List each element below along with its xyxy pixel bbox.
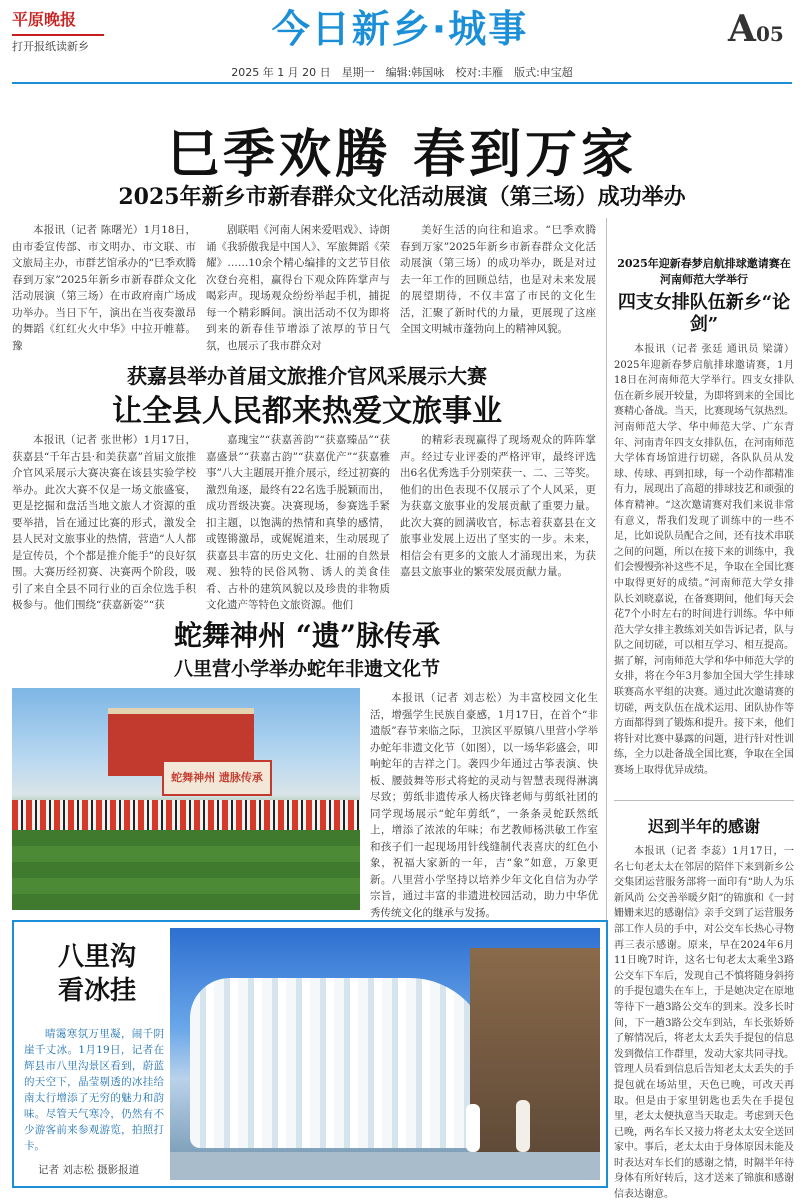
ice-caption-text: 晴霭寒氛万里凝，闹千阴崖千丈冰。1月19日，记者在辉县市八里沟景区看到，蔚蓝的天空下，晶莹剔透的冰挂给南太行增添了无穷的魅力和韵味。尽管天气寒冷，仍然有不少游客前来参观游览，拍照打卡。 <box>24 1028 164 1152</box>
snake-headline: 蛇舞神州 “遗”脉传承 <box>174 619 440 652</box>
tourism-column-1-text: 本报讯（记者 张世彬）1月17日，获嘉县“千年古县·和美获嘉”首届文旅推介官风采展示大赛决赛在该县实验学校举办。此次大赛不仅是一场文旅盛宴，更是挖掘和盘活当地文旅人才资源的重要举措，旨在通过比赛的形式，激发全县人民对文旅事业的热情，营造“人人都是宣传员，个个都是推介能手”的良好氛围。大赛历经初赛、决赛两个阶段，吸引了来自全县不同行业的百余位选手积极参与。他们围绕“获嘉新姿”“获 <box>12 434 196 611</box>
building-roofline <box>108 708 254 714</box>
tourism-column-2-text: 嘉瑰宝”“获嘉善韵”“获嘉臻品”“获嘉盛景”“获嘉古韵”“获嘉优产”“获嘉雅事”八大主题展开推介展示，经过初赛的激烈角逐，最终有22名选手脱颖而出，成功晋级决赛。决赛现场，参赛选手紧扣主题，以饱满的热情和真挚的感情，或铿锵激昂，或娓娓道来，生动展现了获嘉县丰富的历史文化、壮丽的自然景观、独特的民俗风物、诱人的美食佳肴、古朴的建筑风貌以及珍贵的非物质文化遗产等特色文旅资源。他们 <box>206 434 390 611</box>
volleyball-article <box>614 342 794 792</box>
tourism-column-2 <box>206 432 390 611</box>
snake-festival-photo <box>12 688 360 910</box>
dateline: 2025 年 1 月 20 日 星期一 编辑:韩国咏 校对:丰雁 版式:申宝超 <box>231 66 573 79</box>
volleyball-article-text: 本报讯（记者 张廷 通讯员 梁潇）2025年迎新春梦启航排球邀请赛，1月18日在河南师范大学举行。四支女排队伍在新乡展开较量，为即将到来的全国比赛精心备战。当天，比赛现场气氛热烈。河南师范大学、华中师范大学、广东青年、河南青年四支女排队伍，在河南师范大学体育场馆进行切磋，各队队员从发球、传球、再到扣球，每一个动作都精准有力，展现出了高超的排球技艺和顽强的体育精神。“这次邀请赛对我们来说非常有意义，帮我们发现了训练中的一些不足，比如说队员配合之间，还有技术串联之间的问题，所以在接下来的训练中，我们会慢慢弥补这些不足，争取在全国比赛中取得更好的成绩。”河南师范大学女排队长刘晓嘉说，在备赛期间，他们每天会花7个小时左右的时间进行训练。华中师范大学女排主教练刘关如告诉记者，队与队之间切磋，可以相互学习、相互提高。据了解，河南师范大学和华中师范大学的女排，将在今年3月参加全国大学生排球联赛高水平组的决赛。通过此次邀请赛的切磋，两支队伍在战术运用、团队协作等方面都得到了锻炼和提升。接下来，他们将针对比赛中暴露的问题，进行针对性训练，全力以赴备战全国比赛，争取在全国赛场上取得优异成绩。 <box>614 344 794 777</box>
lead-column-2 <box>206 222 390 352</box>
frozen-ground <box>170 1152 600 1180</box>
ice-title-line-1: 八里沟 <box>57 942 136 972</box>
masthead <box>0 0 804 64</box>
page-letter: A <box>728 8 756 50</box>
page-digits: 05 <box>755 22 784 46</box>
ice-title-line-2: 看冰挂 <box>57 976 136 1006</box>
tourism-headline: 让全县人民都来热爱文旅事业 <box>112 394 502 429</box>
tourism-column-3 <box>400 432 596 604</box>
tourism-column-3-text: 的精彩表现赢得了现场观众的阵阵掌声。经过专业评委的严格评审，最终评选出6名优秀选手分别荣获一、二、三等奖。他们的出色表现不仅展示了个人风采，更为获嘉文旅事业的发展贡献了重要力量。此次大赛的圆满收官，标志着获嘉县在文旅事业发展上迈出了坚实的一步。未来，相信会有更多的文旅人才涌现出来，为获嘉县文旅事业的繁荣发展贡献力量。 <box>400 434 596 578</box>
banner-text-left: 蛇舞神州 <box>171 771 216 784</box>
lead-subhead: 2025年新乡市新春群众文化活动展演（第三场）成功举办 <box>118 184 686 210</box>
side-divider <box>614 800 794 801</box>
tourism-column-1 <box>12 432 196 611</box>
lead-headline: 巳季欢腾 春到万家 <box>166 125 638 185</box>
volleyball-kicker: 2025年迎新春梦启航排球邀请赛在河南师范大学举行 <box>617 257 791 286</box>
tourist-figure-2 <box>516 1100 530 1152</box>
field <box>12 830 360 910</box>
tourism-kicker: 获嘉县举办首届文旅推介官风采展示大赛 <box>127 364 487 388</box>
icefall-photo <box>170 928 600 1180</box>
thanks-article-text: 本报讯（记者 李蕊）1月17日，一名七旬老太太在邻居的陪伴下来到新乡公交集团运营服务部将一面印有“助人为乐新风尚 公交善举暖夕阳”的锦旗和《一封姗姗来迟的感谢信》亲手交到了运营服务部工作人员的手中，对公交车长热心寻物再三表示感谢。原来，早在2024年6月11日晚7时许，这名七旬老太太乘坐3路公交车下车后，发现自己不慎将随身斜挎的手提包遗失在车上，于是她决定在原地等待下一趟3路公交车的到来。没多长时间，下一趟3路公交车到站，车长张娇娇了解情况后，将老太太丢失手提包的信息发到微信工作群里，发动大家共同寻找。管理人员看到信息后告知老太太丢失的手提包就在场站里，天色已晚，可改天再取。但是由于家里钥匙也丢失在手提包里，老太太便执意当天取走。考虑到天色已晚，两名车长又接力将老太太安全送回家中。事后，老太太由于身体原因未能及时表达对车长们的感谢之情，时隔半年待身体有所好转后，这才送来了锦旗和感谢信表达谢意。 <box>614 846 794 1201</box>
ice-formation <box>190 978 490 1148</box>
ice-credit: 记者 刘志松 摄影报道 <box>38 1164 140 1176</box>
snake-article-text: 本报讯（记者 刘志松）为丰富校园文化生活，增强学生民族自豪感，1月17日，在首个“非遗版”春节来临之际，卫滨区平原镇八里营小学举办蛇年非遗文化节（如图），以一场华彩盛会，叩响蛇年的吉祥之门。袭四少年通过古筝表演、快板、腰鼓舞等形式将蛇的灵动与智慧表现得淋漓尽致；剪纸非遗传承人杨庆锋老师与剪纸社团的同学现场展示“蛇年剪纸”，一条条灵蛇跃然纸上，增添了浓浓的年味；布艺教师杨洪敏工作室和孩子们一起现场用针线缝制代表喜庆的红色小象，祝福大家新的一年，吉“象”如意，万象更新。八里营小学坚持以培养少年文化自信为办学宗旨，通过丰富的非遗进校园活动，助力中华优秀传统文化的继承与发扬。 <box>370 692 598 919</box>
section-title: 今日新乡·城事 <box>271 7 529 51</box>
students-crowd <box>12 800 360 830</box>
tourist-figure-1 <box>466 1104 480 1152</box>
lead-column-2-text: 剧联唱《河南人闲来爱唱戏》、诗朗诵《我骄傲我是中国人》、军旅舞蹈《荣耀》……10余个精心编排的文艺节目依次登台亮相，赢得台下观众阵阵掌声与喝彩声。现场观众纷纷举起手机，捕捉每一个精彩瞬间。演出活动不仅为即将到来的新春佳节增添了浓厚的节日气氛，也展示了我市群众对 <box>206 224 390 352</box>
rock-cliff <box>470 948 600 1180</box>
thanks-article <box>614 844 794 1201</box>
lead-column-1-text: 本报讯（记者 陈曙光）1月18日，由市委宣传部、市文明办、市文联、市文旅局主办，市群艺馆承办的“巳季欢腾 春到万家”2025年新乡市新春群众文化活动展演（第三场）在市政府南广场成功举办。当日下午，演出在当夜奏激昂的舞蹈《红红火火中华》中拉开帷幕。豫 <box>12 224 196 352</box>
snake-subhead: 八里营小学举办蛇年非遗文化节 <box>173 658 440 680</box>
festival-banner <box>162 760 272 796</box>
banner-text-right: 遗脉传承 <box>218 771 263 784</box>
ice-feature-box <box>12 920 608 1188</box>
header-rule <box>12 82 792 84</box>
lead-column-3-text: 美好生活的向往和追求。“巳季欢腾 春到万家”2025年新乡市新春群众文化活动展演（第三场）的成功举办，既是对过去一年工作的回顾总结，也是对未来发展的展望期待，不仅丰富了市民的文化生活，汇聚了新时代的力量，更展现了这座全国文明城市蓬勃向上的精神风貌。 <box>400 224 596 335</box>
ice-title <box>32 940 162 1008</box>
paper-logo: 平原晚报 <box>12 6 104 36</box>
lead-column-3 <box>400 222 596 352</box>
page-number <box>728 8 784 50</box>
lead-column-1 <box>12 222 196 352</box>
volleyball-headline: 四支女排队伍新乡“论剑” <box>617 292 791 335</box>
ice-caption <box>24 1026 164 1156</box>
snake-article <box>370 690 598 919</box>
paper-slogan: 打开报纸读新乡 <box>12 40 89 53</box>
thanks-headline: 迟到半年的感谢 <box>647 817 760 836</box>
